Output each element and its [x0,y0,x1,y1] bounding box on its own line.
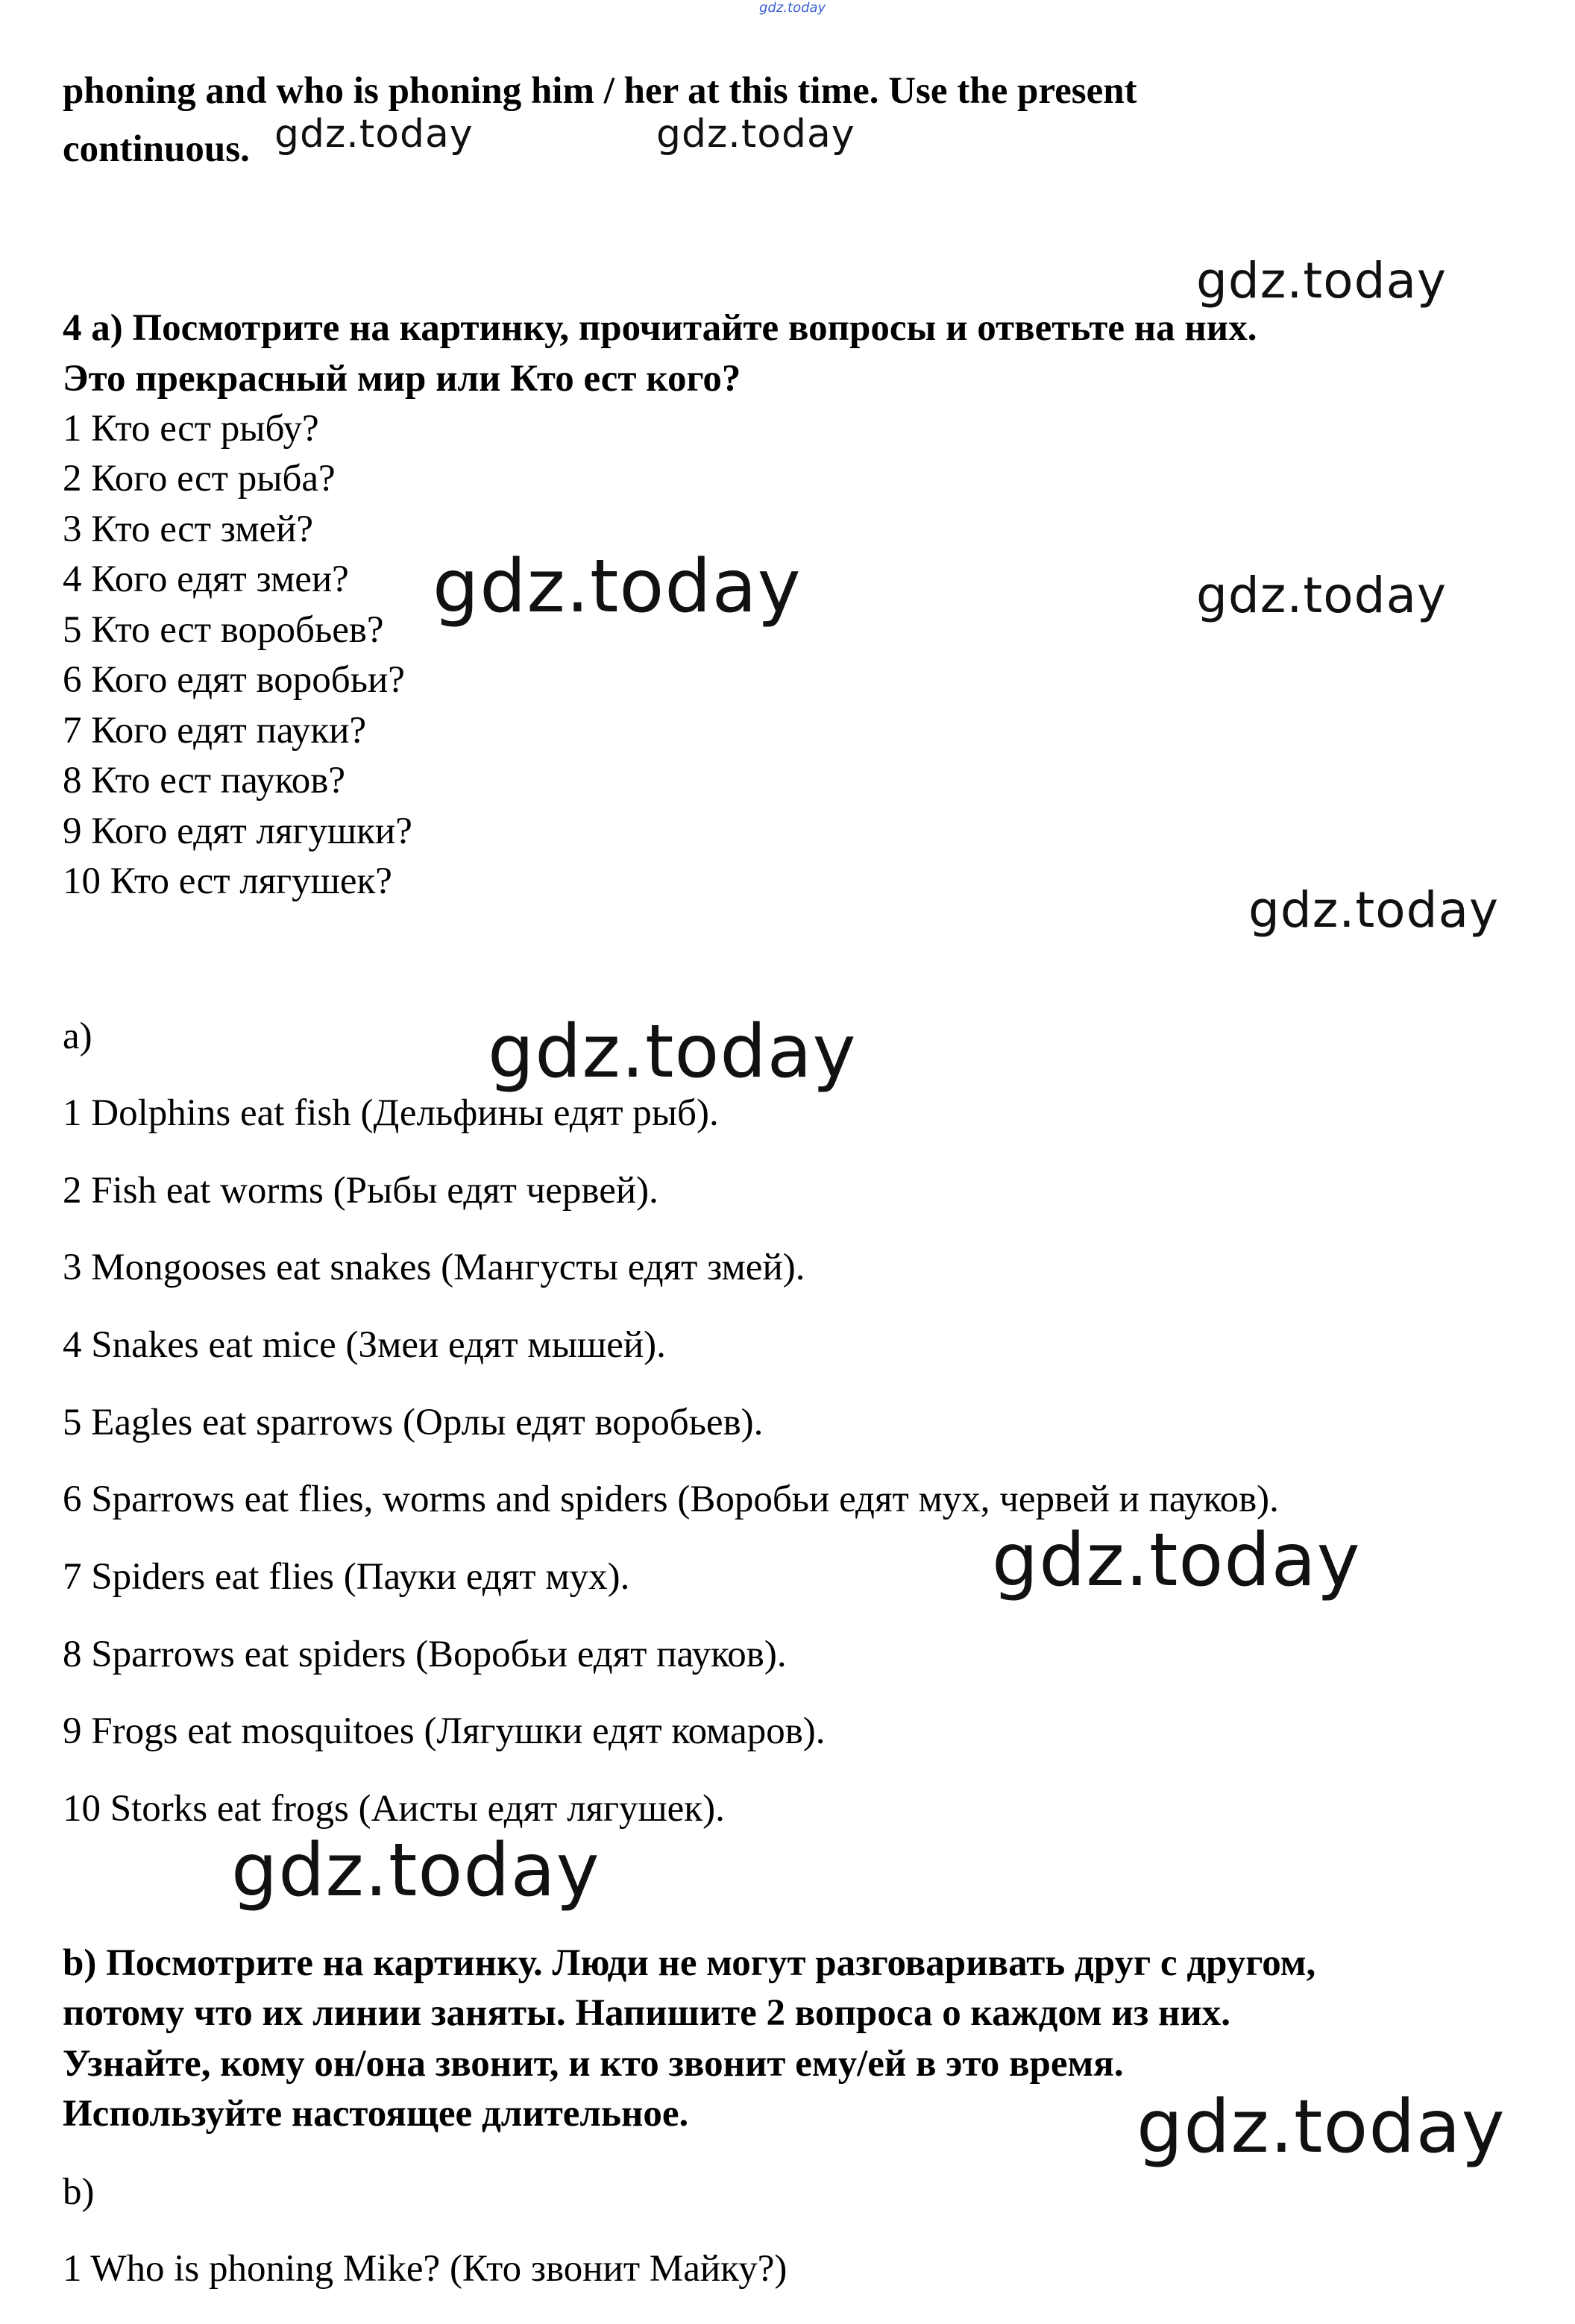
answer-item: 3 Mongooses eat snakes (Мангусты едят змей). [63,1247,805,1288]
watermark: gdz.today [656,112,855,157]
question-item: 3 Кто ест змей? [63,508,314,550]
answer-item: 1 Dolphins eat fish (Дельфины едят рыб). [63,1092,719,1134]
task-4b-line-2: потому что их линии заняты. Напишите 2 вопроса о каждом из них. [63,1992,1231,2034]
answer-item: 10 Storks eat frogs (Аисты едят лягушек). [63,1788,725,1830]
header-watermark: gdz.today [759,0,826,16]
answer-item: 1 Who is phoning Mike? (Кто звонит Майку?) [63,2248,788,2290]
answer-item: 2 Fish eat worms (Рыбы едят червей). [63,1170,658,1212]
answer-item: 9 Frogs eat mosquitoes (Лягушки едят комаров). [63,1710,826,1752]
task-4a-title-line-1: 4 а) Посмотрите на картинку, прочитайте вопросы и ответьте на них. [63,307,1257,349]
answers-a-label: a) [63,1015,92,1057]
answer-item: 6 Sparrows eat flies, worms and spiders (Воробьи едят мух, червей и пауков). [63,1479,1279,1520]
watermark: gdz.today [1137,2085,1506,2170]
question-item: 1 Кто ест рыбу? [63,408,319,450]
watermark: gdz.today [1196,252,1447,309]
answer-item: 5 Eagles eat sparrows (Орлы едят воробьев). [63,1402,764,1443]
question-item: 2 Кого ест рыба? [63,458,336,500]
watermark: gdz.today [1248,881,1500,939]
watermark: gdz.today [1196,567,1447,624]
watermark: gdz.today [992,1518,1361,1603]
question-item: 6 Кого едят воробьи? [63,659,405,701]
question-item: 9 Кого едят лягушки? [63,810,412,852]
answers-b-label: b) [63,2171,95,2213]
watermark: gdz.today [433,544,802,629]
question-item: 8 Кто ест пауков? [63,760,346,802]
question-item: 10 Кто ест лягушек? [63,860,392,902]
task-4a-title-line-2: Это прекрасный мир или Кто ест кого? [63,358,741,400]
answer-item: 7 Spiders eat flies (Пауки едят мух). [63,1556,630,1598]
intro-line-2: continuous. [63,128,250,170]
answer-item: 4 Snakes eat mice (Змеи едят мышей). [63,1324,666,1366]
intro-line-1: phoning and who is phoning him / her at this time. Use the present [63,70,1137,112]
task-4b-line-1: b) Посмотрите на картинку. Люди не могут разговаривать друг с другом, [63,1942,1316,1984]
watermark: gdz.today [274,112,474,157]
task-4b-line-4: Используйте настоящее длительное. [63,2093,689,2135]
watermark: gdz.today [488,1010,857,1095]
watermark: gdz.today [231,1828,600,1913]
task-4b-line-3: Узнайте, кому он/она звонит, и кто звонит ему/ей в это время. [63,2043,1124,2085]
question-item: 4 Кого едят змеи? [63,558,349,600]
question-item: 7 Кого едят пауки? [63,710,367,752]
answer-item: 8 Sparrows eat spiders (Воробьи едят пауков). [63,1634,787,1675]
question-item: 5 Кто ест воробьев? [63,609,384,651]
